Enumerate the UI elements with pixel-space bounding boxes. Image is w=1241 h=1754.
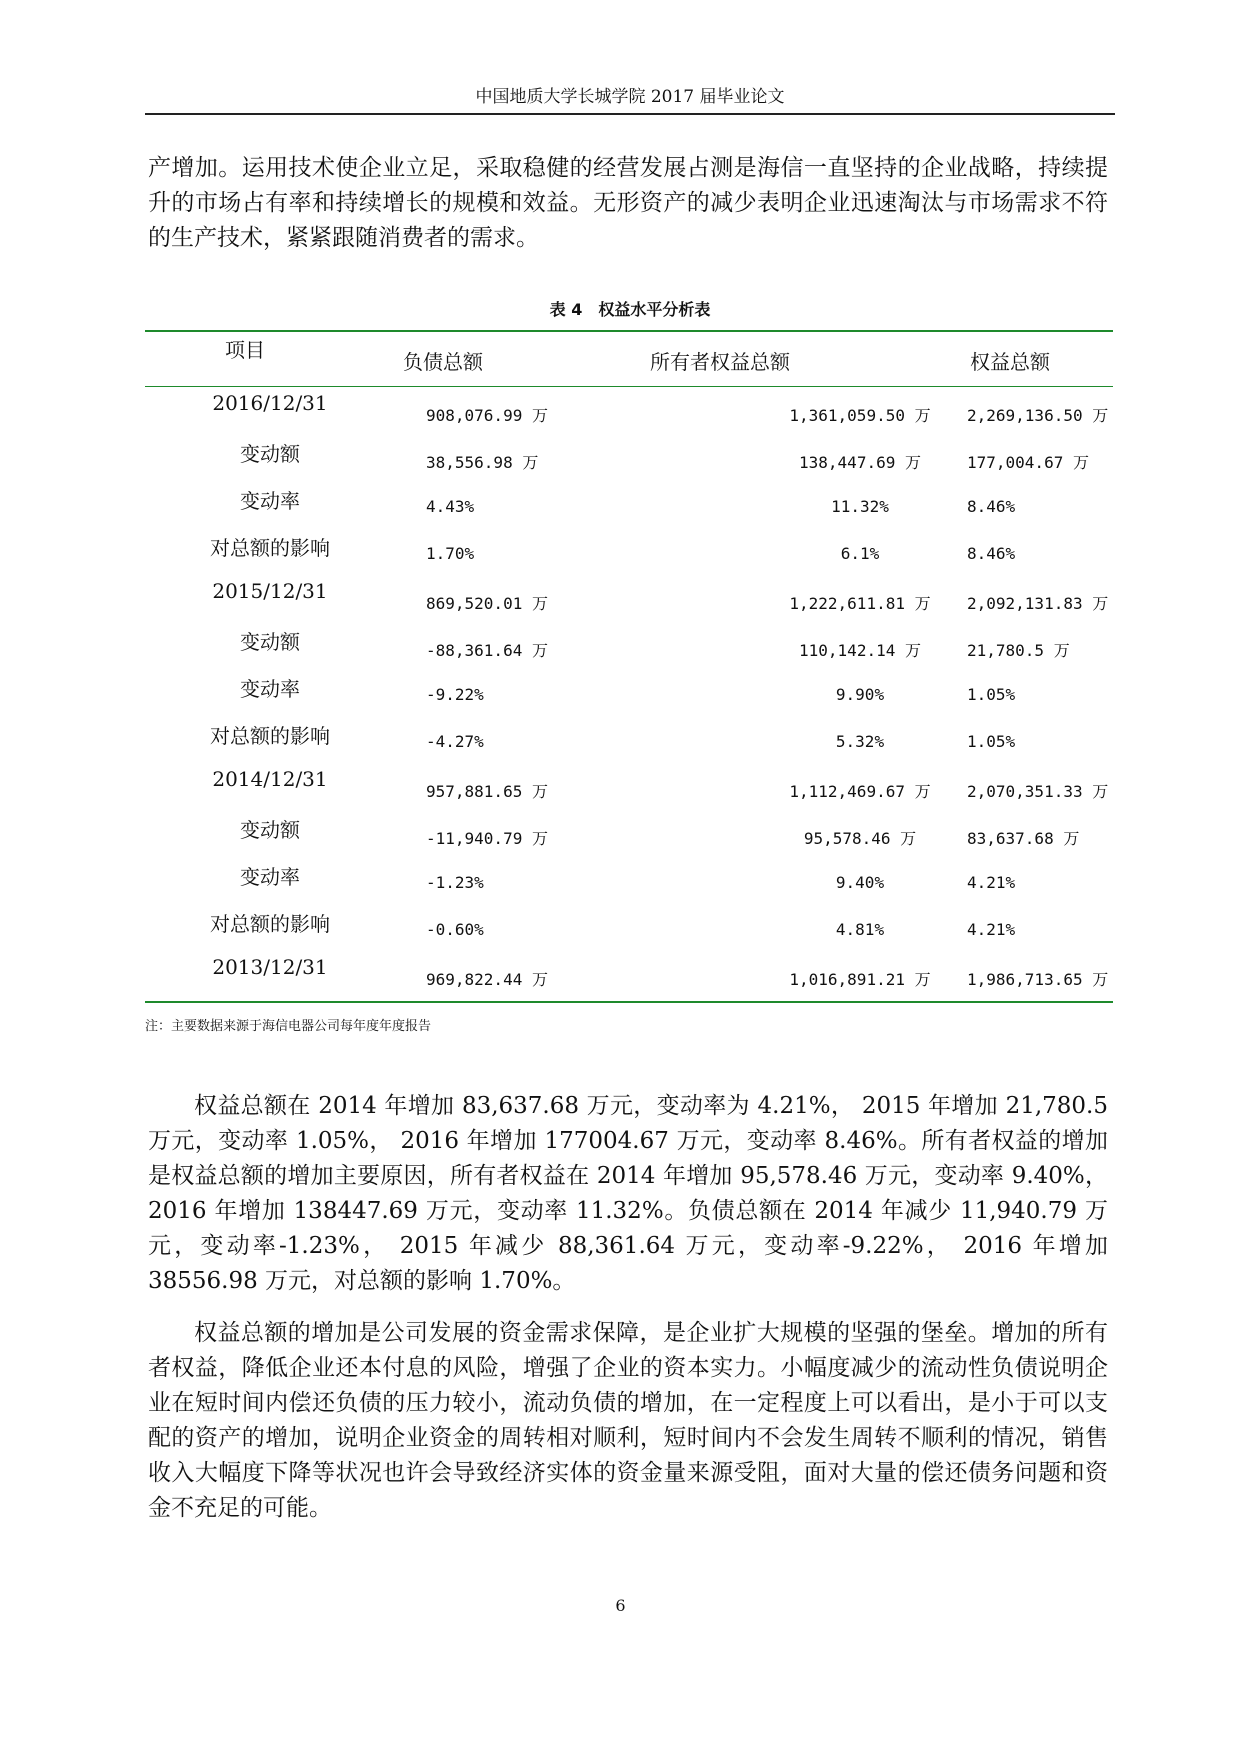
owner-equity-cell: 5.32% xyxy=(835,732,885,751)
table-row xyxy=(145,481,1113,528)
liabilities-cell: 1.70% xyxy=(426,544,475,563)
owner-equity-cell: 1,361,059.50 万 xyxy=(789,406,931,425)
row-label: 对总额的影响 xyxy=(210,536,330,560)
row-label: 2013/12/31 xyxy=(212,955,328,979)
liabilities-cell: 908,076.99 万 xyxy=(426,406,548,425)
table-row xyxy=(145,387,1113,434)
liabilities-cell: 957,881.65 万 xyxy=(426,782,548,801)
owner-equity-cell: 9.40% xyxy=(835,873,885,892)
owner-equity-cell: 4.81% xyxy=(835,920,885,939)
paragraph-3: 权益总额的增加是公司发展的资金需求保障，是企业扩大规模的坚强的堡垒。增加的所有者权益，降低企业还本付息的风险，增强了企业的资本实力。小幅度减少的流动性负债说明企业在短时间内偿还负债的压力较小，流动负债的增加，在一定程度上可以看出，是小于可以支配的资产的增加，说明企业资金的周转相对顺利，短时间内不会发生周转不顺利的情况，销售收入大幅度下降等状况也许会导致经济实体的资金量来源受阻，面对大量的偿还债务问题和资金不充足的可能。 xyxy=(148,1320,1108,1521)
row-label: 变动率 xyxy=(240,677,300,701)
liabilities-cell: 969,822.44 万 xyxy=(426,970,548,989)
table-row xyxy=(145,810,1113,857)
owner-equity-cell: 1,222,611.81 万 xyxy=(789,594,931,613)
total-equity-cell: 83,637.68 万 xyxy=(967,829,1080,848)
table-row xyxy=(145,857,1113,904)
owner-equity-cell: 1,112,469.67 万 xyxy=(789,782,931,801)
table-row xyxy=(145,528,1113,575)
owner-equity-cell: 9.90% xyxy=(835,685,885,704)
liabilities-cell: -11,940.79 万 xyxy=(426,829,548,848)
paragraph-2: 权益总额在 2014 年增加 83,637.68 万元，变动率为 4.21%， 2015 年增加 21,780.5 万元，变动率 1.05%， 2016 年增加 177004.67 万元，变动率 8.46%。所有者权益的增加是权益总额的增加主要原因，所有者权益在 2014 年增加 95,578.46 万元，变动率 9.40%，2016 年增加 138447.69 万元，变动率 11.32%。负债总额在 2014 年减少 11,940.79 万元，变动率-1.23%， 2015 年减少 88,361.64 万元，变动率-9.22%， 2016 年增加 38556.98 万元，对总额的影响 1.70%。 xyxy=(148,1093,1108,1294)
owner-equity-cell: 138,447.69 万 xyxy=(799,453,921,472)
header-item: 项目 xyxy=(225,338,265,362)
table-row xyxy=(145,669,1113,716)
page-number: 6 xyxy=(615,1596,626,1615)
table-row xyxy=(145,904,1113,951)
row-label: 2015/12/31 xyxy=(212,579,328,603)
total-equity-cell: 2,070,351.33 万 xyxy=(967,782,1109,801)
total-equity-cell: 1,986,713.65 万 xyxy=(967,970,1109,989)
table-row xyxy=(145,763,1113,810)
liabilities-cell: -88,361.64 万 xyxy=(426,641,548,660)
row-label: 变动额 xyxy=(240,442,300,466)
row-label: 对总额的影响 xyxy=(210,912,330,936)
liabilities-cell: 869,520.01 万 xyxy=(426,594,548,613)
total-equity-cell: 8.46% xyxy=(967,497,1016,516)
owner-equity-cell: 110,142.14 万 xyxy=(799,641,921,660)
table-caption: 表 4 权益水平分析表 xyxy=(549,300,711,319)
table-row xyxy=(145,575,1113,622)
total-equity-cell: 4.21% xyxy=(967,920,1016,939)
total-equity-cell: 8.46% xyxy=(967,544,1016,563)
table-header-row xyxy=(145,332,1113,387)
liabilities-cell: -4.27% xyxy=(426,732,484,751)
owner-equity-cell: 6.1% xyxy=(840,544,880,563)
row-label: 变动额 xyxy=(240,630,300,654)
paragraph-1: 产增加。运用技术使企业立足，采取稳健的经营发展占测是海信一直坚持的企业战略，持续提升的市场占有率和持续增长的规模和效益。无形资产的减少表明企业迅速淘汰与市场需求不符的生产技术，紧紧跟随消费者的需求。 xyxy=(148,155,1108,251)
row-label: 对总额的影响 xyxy=(210,724,330,748)
row-label: 变动额 xyxy=(240,818,300,842)
total-equity-cell: 177,004.67 万 xyxy=(967,453,1089,472)
owner-equity-cell: 11.32% xyxy=(831,497,889,516)
row-label: 变动率 xyxy=(240,865,300,889)
table-row xyxy=(145,951,1113,1001)
row-label: 变动率 xyxy=(240,489,300,513)
total-equity-cell: 1.05% xyxy=(967,685,1016,704)
liabilities-cell: -9.22% xyxy=(426,685,484,704)
total-equity-cell: 21,780.5 万 xyxy=(967,641,1070,660)
header-rule xyxy=(145,113,1115,115)
liabilities-cell: -0.60% xyxy=(426,920,484,939)
equity-analysis-table xyxy=(145,330,1113,1003)
liabilities-cell: -1.23% xyxy=(426,873,484,892)
liabilities-cell: 38,556.98 万 xyxy=(426,453,539,472)
table-body xyxy=(145,387,1113,1001)
header-owner-equity: 所有者权益总额 xyxy=(650,350,790,374)
total-equity-cell: 2,269,136.50 万 xyxy=(967,406,1109,425)
row-label: 2016/12/31 xyxy=(212,391,328,415)
table-row xyxy=(145,716,1113,763)
owner-equity-cell: 95,578.46 万 xyxy=(803,829,917,848)
table-row xyxy=(145,622,1113,669)
table-row xyxy=(145,434,1113,481)
header-liabilities: 负债总额 xyxy=(403,350,483,374)
total-equity-cell: 4.21% xyxy=(967,873,1016,892)
owner-equity-cell: 1,016,891.21 万 xyxy=(789,970,931,989)
liabilities-cell: 4.43% xyxy=(426,497,475,516)
header-total-equity: 权益总额 xyxy=(970,350,1050,374)
page-header: 中国地质大学长城学院 2017 届毕业论文 xyxy=(475,87,785,107)
row-label: 2014/12/31 xyxy=(212,767,328,791)
table-note: 注：主要数据来源于海信电器公司每年度年度报告 xyxy=(145,1019,432,1034)
total-equity-cell: 1.05% xyxy=(967,732,1016,751)
total-equity-cell: 2,092,131.83 万 xyxy=(967,594,1109,613)
